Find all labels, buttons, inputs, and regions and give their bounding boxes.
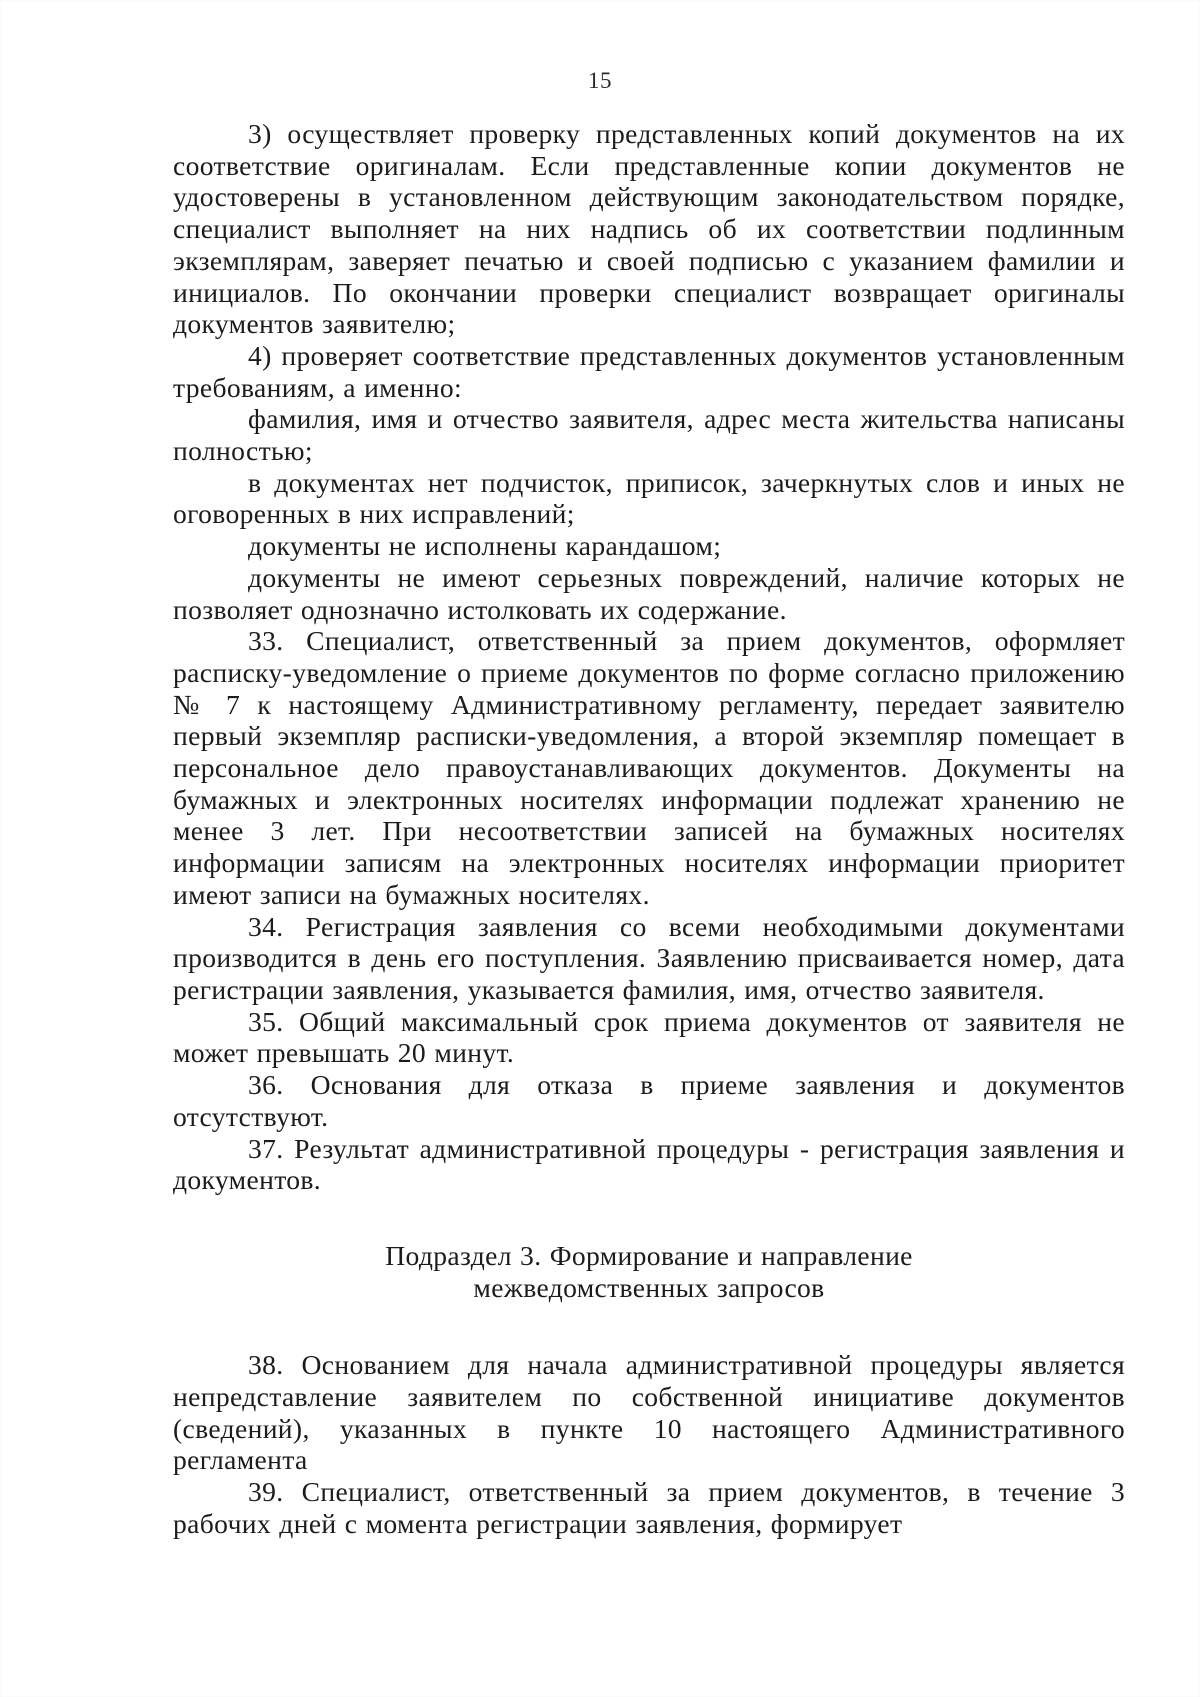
paragraph-36: 36. Основания для отказа в приеме заявления и документов отсутствуют.	[173, 1069, 1125, 1132]
requirement-no-corrections: в документах нет подчисток, приписок, зачеркнутых слов и иных не оговоренных в них исправлений;	[173, 466, 1125, 530]
paragraph-item-3: 3) осуществляет проверку представленных копий документов на их соответствие оригиналам. Если представленные копии документов не удостоверены в установленном действующим законодательством порядке, специалист выполняет на них надпись об их соответствии подлинным экземплярам, заверяет печатью и своей подписью с указанием фамилии и инициалов. По окончании проверки специалист возвращает оригиналы документов заявителю;	[173, 118, 1125, 340]
requirement-no-pencil: документы не исполнены карандашом;	[248, 530, 722, 562]
paragraph-item-4: 4) проверяет соответствие представленных документов установленным требованиям, а именно:	[173, 339, 1125, 403]
paragraph-38: 38. Основанием для начала административной процедуры является непредставление заявителем по собственной инициативе документов (сведений), указанных в пункте 10 настоящего Административного регламента	[173, 1349, 1125, 1476]
document-body	[173, 118, 1125, 1540]
requirement-no-damage: документы не имеют серьезных повреждений, наличие которых не позволяет однозначно истолковать их содержание.	[173, 561, 1125, 625]
page-number: 15	[588, 68, 612, 93]
paragraph-34: 34. Регистрация заявления со всеми необходимыми документами производится в день его поступления. Заявлению присваивается номер, дата регистрации заявления, указывается фамилия, имя, отчество заявителя.	[173, 910, 1125, 1005]
paragraph-35: 35. Общий максимальный срок приема документов от заявителя не может превышать 20 минут.	[173, 1005, 1125, 1069]
paragraph-37: 37. Результат административной процедуры - регистрация заявления и документов.	[173, 1132, 1125, 1196]
paragraph-39: 39. Специалист, ответственный за прием документов, в течение 3 рабочих дней с момента регистрации заявления, формирует	[173, 1476, 1125, 1539]
subsection-heading: Подраздел 3. Формирование и направление межведомственных запросов	[385, 1239, 913, 1303]
paragraph-33: 33. Специалист, ответственный за прием документов, оформляет расписку-уведомление о приеме документов по форме согласно приложению № 7 к настоящему Административному регламенту, передает заявителю первый экземпляр расписки-уведомления, а второй экземпляр помещает в персональное дело правоустанавливающих документов. Документы на бумажных и электронных носителях информации подлежат хранению не менее 3 лет. При несоответствии записей на бумажных носителях информации записям на электронных носителях информации приоритет имеют записи на бумажных носителях.	[173, 625, 1125, 910]
requirement-full-name: фамилия, имя и отчество заявителя, адрес места жительства написаны полностью;	[173, 403, 1125, 467]
